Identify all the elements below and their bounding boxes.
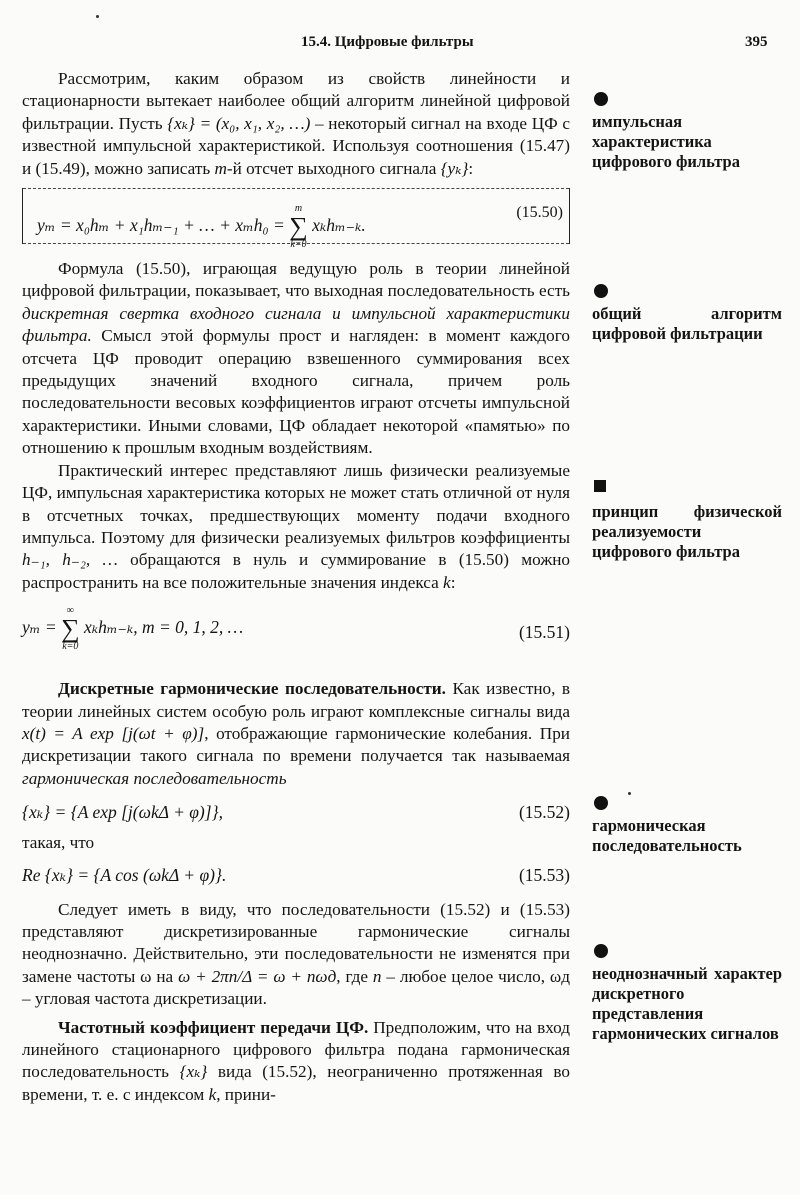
dot-icon	[594, 944, 608, 958]
text-span: :	[468, 158, 474, 178]
text-span: Как известно, в теории линейных систем особую роль играют комплексные сигналы вида	[22, 679, 571, 721]
equation-15-51	[22, 602, 570, 664]
margin-note-text: импульсная характеристика цифрового фильтра	[592, 112, 740, 171]
equation-formula	[22, 606, 243, 652]
inline-math: x(t) = A exp [j(ωt + φ)]	[22, 723, 205, 743]
dot-icon	[594, 284, 608, 298]
inline-math: ω + 2πn/Δ = ω + nωд	[178, 966, 337, 986]
text-span: обращаются в нуль и суммирование в (15.50) можно распространить на все положительные значения индекса	[22, 550, 570, 592]
equation-lhs: yₘ =	[22, 617, 62, 638]
paragraph-intro	[22, 68, 570, 180]
margin-note	[592, 284, 782, 344]
paragraph-transfer	[22, 1017, 570, 1107]
inline-math: k	[208, 1084, 217, 1104]
inline-math: m	[214, 158, 227, 178]
margin-note-text: гармоническая последовательность	[592, 816, 742, 855]
section-run-in-heading: Дискретные гармонические последовательности.	[58, 679, 446, 699]
equation-formula: Re {xₖ} = {A cos (ωkΔ + φ)}.	[22, 864, 227, 885]
inline-math: n	[372, 966, 382, 986]
running-head	[0, 30, 800, 54]
equation-number: (15.52)	[518, 802, 570, 823]
paragraph-harmonic	[22, 678, 570, 790]
margin-note-text: неоднозначный характер дискретного представления гармонических сигналов	[592, 964, 782, 1043]
dot-icon	[594, 92, 608, 106]
emphasis-term: гармоническая последовательность	[22, 768, 287, 788]
equation-number: (15.50)	[516, 204, 563, 222]
equation-rhs: xₖhₘ₋ₖ.	[312, 215, 366, 236]
inline-math: {xₖ}	[179, 1062, 208, 1082]
stray-dot	[96, 15, 99, 18]
inline-math: k	[443, 572, 451, 592]
text-span: , отображающие гармонические колебания. При дискретизации такого сигнала по времени получается так называемая	[22, 723, 570, 766]
sum-operator: m ∑ k=0	[289, 203, 308, 251]
page-number: 395	[745, 34, 768, 50]
equation-formula: {xₖ} = {A exp [j(ωkΔ + φ)]},	[22, 802, 223, 823]
equation-number: (15.51)	[518, 622, 570, 643]
equation-number: (15.53)	[518, 864, 570, 885]
margin-note	[592, 796, 782, 856]
margin-note	[592, 92, 782, 172]
equation-formula	[37, 204, 366, 250]
text-span: Формула (15.50), играющая ведущую роль в теории линейной цифровой фильтрации, показывает, что выходная последовательность есть	[22, 259, 570, 301]
text-span: Рассмотрим, каким образом из свойств линейности и стационарности вытекает наиболее общий алгоритм линейной цифровой фильтрации. Пусть	[22, 69, 570, 133]
inline-math: {xₖ} = (x₀, x₁, x₂, …)	[167, 113, 311, 133]
equation-lhs: yₘ = x₀hₘ + x₁hₘ₋₁ + … + xₘh₀ =	[37, 215, 290, 236]
text-span: -й отсчет выходного сигнала	[226, 158, 441, 178]
text-such-that: такая, что	[22, 833, 95, 853]
dot-icon	[594, 796, 608, 810]
paragraph-ambiguity	[22, 899, 570, 1011]
inline-math: h₋₁, h₋₂, …	[22, 550, 118, 570]
sum-upper-limit: m	[294, 203, 303, 215]
margin-note-text: общий алгоритм цифровой фильтрации	[592, 304, 782, 343]
section-run-in-heading: Частотный коэффициент передачи ЦФ.	[58, 1017, 369, 1037]
emphasis-term: дискретная свертка входного сигнала и импульсной характеристики фильтра.	[22, 303, 570, 346]
square-icon	[594, 480, 606, 492]
equation-15-52	[22, 796, 570, 830]
stray-dot	[628, 792, 631, 795]
text-span: Предположим, что на вход линейного стационарного цифрового фильтра подана гармоническая последовательность	[22, 1017, 570, 1082]
sum-operator: ∞ ∑ k=0	[61, 605, 80, 653]
margin-note-text: принцип физической реализуемости цифрового фильтра	[592, 502, 782, 561]
text-span: – некоторый сигнал на входе ЦФ с известной импульсной характеристикой. Используя соотношения (15.47) и (15.49), можно записать	[22, 113, 570, 178]
margin-note	[592, 944, 782, 1044]
text-span: – любое целое число, ωд – угловая частота дискретизации.	[22, 966, 570, 1009]
text-span: Практический интерес представляют лишь физически реализуемые ЦФ, импульсная характеристика которых не может стать отличной от нуля в отсчетных точках, предшествующих моменту подачи входного импульса. Поэтому для физически реализуемых фильтров коэффициенты	[22, 460, 570, 547]
text-span: , прини-	[216, 1084, 276, 1104]
text-span: вида (15.52), неограниченно протяженная во времени, т. е. с индексом	[22, 1062, 570, 1104]
inline-math: {yₖ}	[440, 158, 469, 178]
equation-rhs: xₖhₘ₋ₖ, m = 0, 1, 2, …	[83, 617, 244, 638]
margin-note	[592, 480, 782, 562]
text-span: , где	[336, 966, 373, 986]
sum-upper-limit: ∞	[66, 605, 74, 617]
sum-lower-limit: k=0	[290, 239, 307, 251]
text-span: :	[450, 572, 456, 592]
paragraph-convolution	[22, 258, 570, 460]
running-title: 15.4. Цифровые фильтры	[301, 34, 474, 50]
equation-15-50	[22, 188, 570, 251]
main-text-column	[22, 68, 570, 1106]
paragraph-realizable	[22, 460, 570, 594]
text-span: Смысл этой формулы прост и нагляден: в момент каждого отсчета ЦФ проводит операцию взвешенного суммирования всех предыдущих значений входного сигнала, причем роль последовательности весовых коэффициентов играют отсчеты импульсной характеристики. Иными словами, ЦФ обладает некоторой «памятью» по отношению к прошлым входным воздействиям.	[22, 326, 570, 458]
sum-lower-limit: k=0	[62, 641, 79, 653]
text-span: Следует иметь в виду, что последовательности (15.52) и (15.53) представляют дискретизированные гармонические сигналы неоднозначно. Действительно, эти последовательности не изменятся при замене частоты ω на	[22, 899, 570, 986]
equation-15-53	[22, 859, 570, 893]
